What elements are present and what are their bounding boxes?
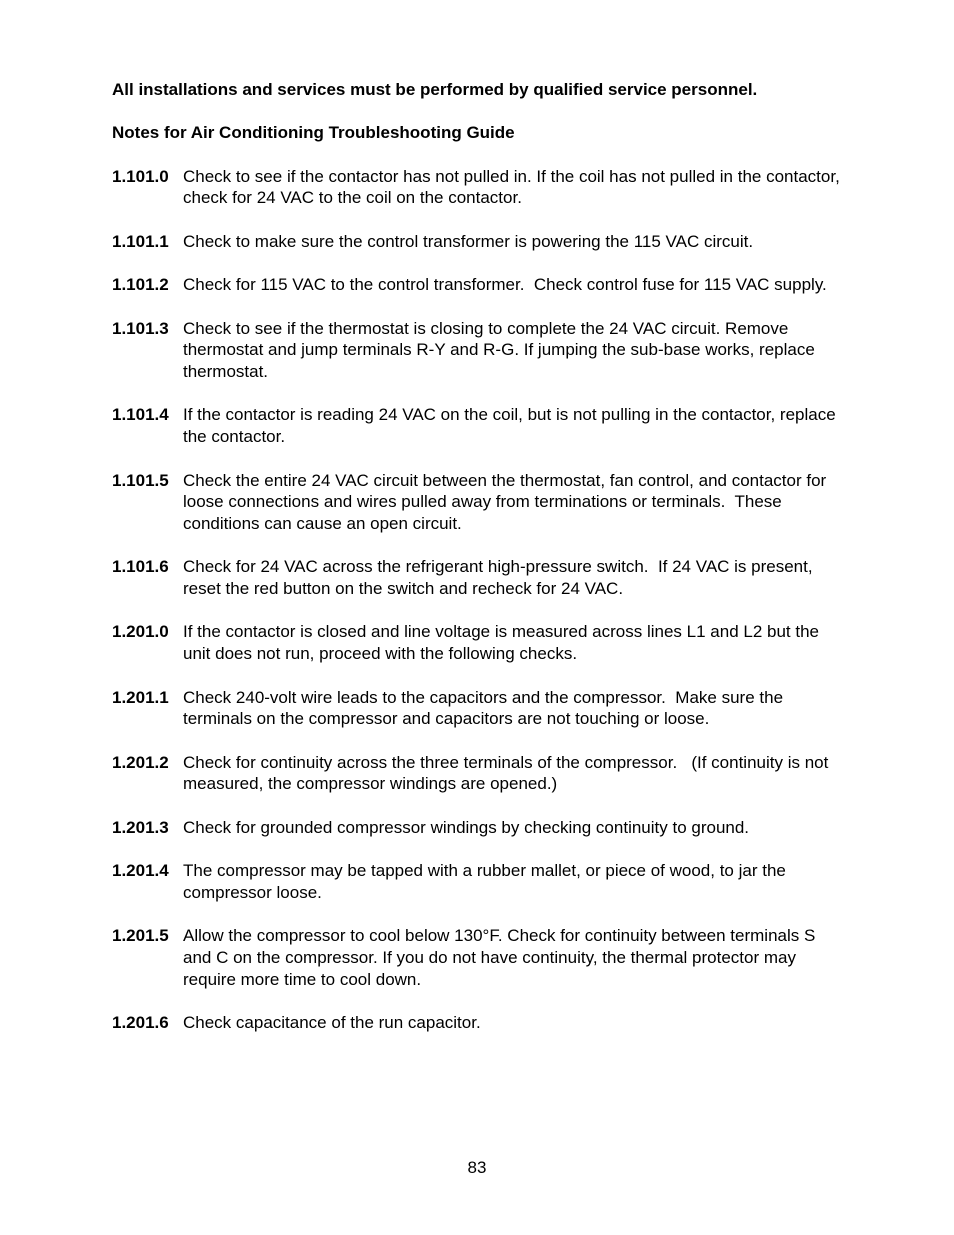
note-number: 1.201.2 <box>112 752 169 772</box>
note-number: 1.201.3 <box>112 817 169 837</box>
note-item <box>112 621 847 664</box>
notes-list <box>112 166 847 1034</box>
note-text: Check for continuity across the three terminals of the compressor. (If continuity is not measured, the compressor windings are opened.) <box>183 752 834 794</box>
note-number: 1.201.1 <box>112 687 169 707</box>
note-number: 1.101.2 <box>112 275 169 295</box>
note-item <box>112 166 847 209</box>
note-item <box>112 1012 847 1034</box>
note-text: Check 240-volt wire leads to the capacitors and the compressor. Make sure the terminals on the compressor and capacitors are not touching or loose. <box>183 687 788 729</box>
note-number: 1.101.5 <box>112 470 169 490</box>
note-text: Check for 24 VAC across the refrigerant high-pressure switch. If 24 VAC is present, reset the red button on the switch and recheck for 24 VAC. <box>183 557 818 599</box>
note-item <box>112 752 847 795</box>
note-number: 1.201.5 <box>112 926 169 946</box>
note-item <box>112 318 847 383</box>
note-item <box>112 556 847 599</box>
safety-warning: All installations and services must be performed by qualified service personnel. <box>112 80 758 99</box>
note-text: Check to make sure the control transformer is powering the 115 VAC circuit. <box>183 231 754 251</box>
note-item <box>112 231 847 253</box>
note-number: 1.201.0 <box>112 622 169 642</box>
page-title: Notes for Air Conditioning Troubleshooting Guide <box>112 123 515 143</box>
note-text: Check for grounded compressor windings by checking continuity to ground. <box>183 817 750 837</box>
note-item <box>112 860 847 903</box>
note-number: 1.101.6 <box>112 557 169 577</box>
page-number: 83 <box>467 1158 487 1177</box>
note-text: Check to see if the thermostat is closing to complete the 24 VAC circuit. Remove thermostat and jump terminals R-Y and R-G. If jumping the sub-base works, replace thermostat. <box>183 318 820 382</box>
note-number: 1.201.6 <box>112 1013 169 1032</box>
note-number: 1.101.4 <box>112 405 169 425</box>
note-item <box>112 404 847 447</box>
note-number: 1.101.3 <box>112 318 169 338</box>
note-number: 1.101.0 <box>112 166 169 186</box>
document-body <box>112 79 847 1055</box>
note-text: Check to see if the contactor has not pulled in. If the coil has not pulled in the contactor, check for 24 VAC to the coil on the contactor. <box>183 166 845 208</box>
note-text: Allow the compressor to cool below 130°F. Check for continuity between terminals S and C on the compressor. If you do not have continuity, the thermal protector may require more time to cool down. <box>183 926 821 989</box>
note-number: 1.101.1 <box>112 231 169 251</box>
note-number: 1.201.4 <box>112 861 169 881</box>
note-item <box>112 274 847 296</box>
note-text: Check the entire 24 VAC circuit between the thermostat, fan control, and contactor for loose connections and wires pulled away from terminations or terminals. These conditions can cause an open circuit. <box>183 470 831 533</box>
note-item <box>112 817 847 839</box>
note-text: The compressor may be tapped with a rubber mallet, or piece of wood, to jar the compressor loose. <box>183 861 791 902</box>
note-item <box>112 925 847 990</box>
note-item <box>112 470 847 535</box>
note-text: Check capacitance of the run capacitor. <box>183 1013 481 1032</box>
note-text: If the contactor is reading 24 VAC on the coil, but is not pulling in the contactor, replace the contactor. <box>183 405 841 447</box>
note-text: If the contactor is closed and line voltage is measured across lines L1 and L2 but the unit does not run, proceed with the following checks. <box>183 622 824 664</box>
note-text: Check for 115 VAC to the control transformer. Check control fuse for 115 VAC supply. <box>183 275 827 295</box>
note-item <box>112 687 847 730</box>
